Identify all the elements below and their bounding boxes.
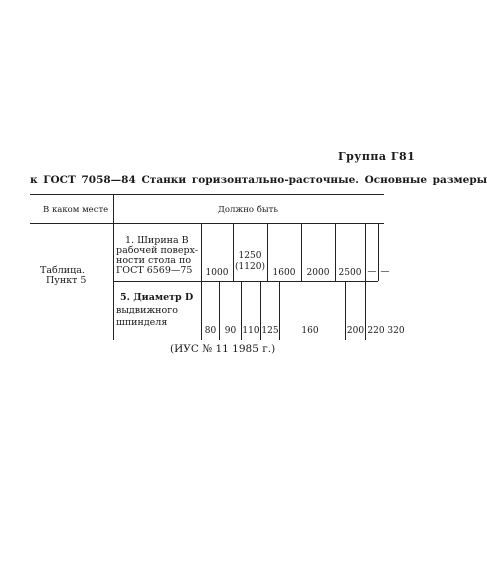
row2-value: 220 bbox=[367, 326, 385, 336]
row2-value: 110 bbox=[242, 326, 260, 336]
row2-label-line: 5. Диаметр D bbox=[120, 292, 194, 303]
row2-label-line: шпинделя bbox=[116, 317, 168, 328]
location-line: Пункт 5 bbox=[46, 275, 87, 286]
table-header-rule bbox=[30, 223, 384, 224]
row1-value: 2000 bbox=[306, 268, 330, 278]
row2-value: 90 bbox=[224, 326, 237, 336]
row2-value: 80 bbox=[204, 326, 217, 336]
row1-value: 1600 bbox=[272, 268, 296, 278]
row2-value: 125 bbox=[261, 326, 279, 336]
row2-value: 200 bbox=[346, 326, 365, 336]
row2-value: 320 bbox=[387, 326, 405, 336]
cell-divider bbox=[201, 224, 202, 281]
row1-value: 1250 bbox=[238, 251, 262, 261]
row2-value: 160 bbox=[301, 326, 319, 336]
row1-label-line: 1. Ширина B bbox=[125, 235, 189, 246]
row1-value: — bbox=[367, 267, 377, 277]
row1-label-line: ности стола по bbox=[116, 255, 192, 266]
cell-divider bbox=[279, 282, 280, 340]
row1-label-line: ГОСТ 6569—75 bbox=[116, 265, 193, 276]
location-line: Таблица. bbox=[40, 265, 85, 276]
column-divider bbox=[113, 194, 114, 340]
amendment-note: (ИУС № 11 1985 г.) bbox=[170, 343, 276, 355]
document-title: к ГОСТ 7058—84 Станки горизонтально-расточные. Основные размеры bbox=[30, 174, 487, 186]
row1-label-line: рабочей поверх- bbox=[116, 245, 199, 256]
row2-label-line: выдвижного bbox=[116, 305, 178, 316]
group-code: Группа Г81 bbox=[338, 150, 416, 163]
column-header-should-be: Должно быть bbox=[218, 205, 278, 215]
row-divider bbox=[113, 281, 378, 282]
column-header-location: В каком месте bbox=[43, 205, 109, 215]
cell-divider bbox=[233, 224, 234, 281]
row1-value: (1120) bbox=[235, 262, 265, 272]
row1-value: 1000 bbox=[205, 268, 229, 278]
table-top-rule bbox=[30, 194, 384, 195]
row1-value: — bbox=[380, 267, 390, 277]
row1-value: 2500 bbox=[338, 268, 362, 278]
